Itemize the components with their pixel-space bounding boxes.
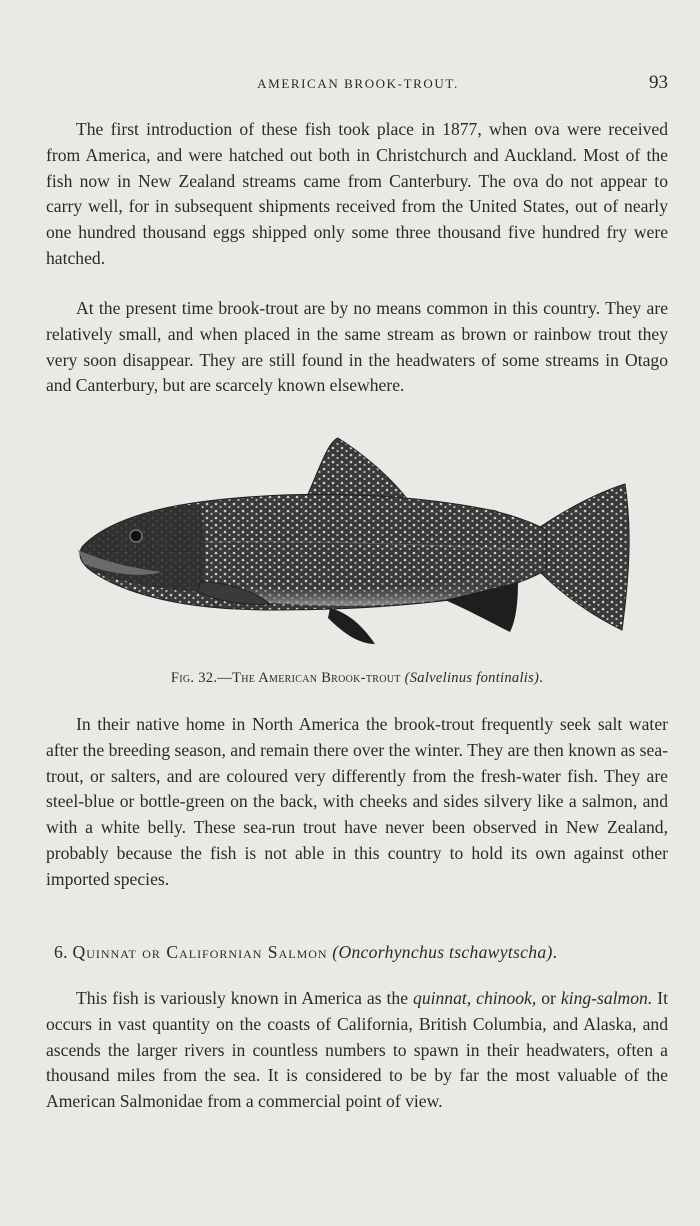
p4-italic-king-salmon: king-salmon. bbox=[560, 988, 653, 1008]
section-heading bbox=[46, 942, 668, 963]
running-title: AMERICAN BROOK-TROUT. bbox=[257, 76, 459, 91]
page-number: 93 bbox=[649, 72, 668, 93]
section-number: 6. bbox=[54, 942, 68, 962]
p4-text-2: or bbox=[536, 988, 561, 1008]
caption-end: . bbox=[539, 670, 544, 686]
p4-text-1: This fish is variously known in America as the bbox=[76, 988, 414, 1008]
paragraph-native-home: In their native home in North America the brook-trout frequently seek salt water after the breeding season, and remain there over the winter. They are then known as sea-trout, or salters, and are coloured very differently from the fresh-water fish. They are steel-blue or bottle-green on the back, with cheeks and sides silvery like a salmon, and with a white belly. These sea-run trout have never been observed in New Zealand, probably because the fish is not able in this country to hold its own against other imported species. bbox=[46, 714, 668, 889]
section-scientific-name: (Oncorhynchus tschawytscha) bbox=[332, 942, 553, 962]
section-end: . bbox=[552, 942, 558, 962]
brook-trout-illustration bbox=[70, 432, 640, 657]
paragraph-introduction: The first introduction of these fish took place in 1877, when ova were received from America, and were hatched out both in Christchurch and Auckland. Most of the fish now in New Zealand streams came from Canterbury. The ova do not appear to carry well, for in subsequent shipments received from the United States, out of nearly one hundred thousand eggs shipped only some three thousand five hundred fry were hatched. bbox=[46, 119, 668, 268]
figure-scientific-name: (Salvelinus fontinalis) bbox=[404, 670, 540, 686]
section-title: Quinnat or Californian Salmon bbox=[72, 942, 328, 962]
running-header bbox=[46, 72, 670, 96]
paragraph-present-status: At the present time brook-trout are by no means common in this country. They are relatively small, and when placed in the same stream as brown or rainbow trout they very soon disappear. They are still found in the headwaters of some streams in Otago and Canterbury, but are scarcely known elsewhere. bbox=[46, 298, 668, 396]
caption-dash: — bbox=[217, 670, 233, 686]
paragraph-quinnat bbox=[46, 986, 668, 1115]
p4-text-3: It occurs in vast quantity on the coasts of California, British Columbia, and Alaska, and ascends the larger rivers in countless numbers to spawn in their headwaters, often a thousand miles from the sea. It is considered to be by far the most valuable of the American Salmonidae from a commercial point of view. bbox=[46, 988, 668, 1112]
p4-italic-names: quinnat, chinook, bbox=[413, 988, 537, 1008]
figure-title: The American Brook-trout bbox=[232, 670, 401, 686]
figure-caption bbox=[46, 670, 668, 687]
figure-label: Fig. 32. bbox=[170, 670, 218, 686]
